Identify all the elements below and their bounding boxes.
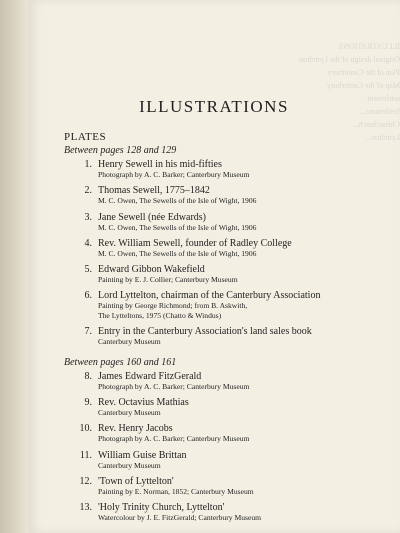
page-title: ILLUSTRATIONS	[139, 97, 289, 116]
plate-title: Lord Lyttelton, chairman of the Canterbury Association	[98, 290, 321, 302]
group-heading: Between pages 160 and 161	[64, 356, 177, 368]
plate-title: Edward Gibbon Wakefield	[98, 264, 205, 276]
plate-groups	[64, 145, 384, 523]
plate-title: James Edward FitzGerald	[98, 370, 202, 382]
plate-item	[64, 159, 384, 180]
show-through-line: Map of the Canterbury	[326, 81, 400, 90]
plate-credit: Painting by George Richmond; from B. Askwith,	[98, 301, 248, 311]
plate-title: Thomas Sewell, 1775–1842	[98, 185, 210, 197]
plate-credit: Photograph by A. C. Barker; Canterbury Museum	[98, 170, 250, 179]
plate-title: Jane Sewell (née Edwards)	[98, 211, 207, 223]
plate-title: Henry Sewell in his mid-fifties	[98, 159, 222, 170]
plate-item	[64, 326, 384, 347]
section-label: PLATES	[64, 131, 107, 143]
plate-credit: M. C. Owen, The Sewells of the Isle of Wight, 1906	[98, 196, 257, 206]
plate-credit: Canterbury Museum	[98, 408, 161, 418]
plate-number: 9.	[84, 397, 92, 409]
plate-credit: The Lytteltons, 1975 (Chatto & Windus)	[98, 310, 222, 320]
plate-number: 7.	[84, 326, 92, 338]
plate-title: Rev. Henry Jacobs	[98, 423, 173, 435]
plate-item	[64, 397, 384, 418]
book-page	[28, 0, 400, 533]
show-through-line: Plan of the Canterbury	[327, 68, 400, 77]
plate-title: Rev. William Sewell, founder of Radley College	[98, 237, 292, 249]
plate-item	[64, 185, 384, 206]
plate-item	[64, 212, 384, 233]
show-through-line: Original design of the Lyttelton	[299, 55, 400, 64]
previous-page-edge	[0, 0, 30, 533]
plate-number: 10.	[79, 423, 92, 435]
plate-number: 1.	[84, 159, 92, 170]
plate-item	[64, 371, 384, 392]
group-heading: Between pages 128 and 129	[64, 145, 177, 156]
plate-credit: Painting by E. Norman, 1852; Canterbury Museum	[98, 486, 254, 496]
plate-number: 12.	[79, 475, 92, 487]
plate-group	[64, 357, 384, 523]
plate-item	[64, 238, 384, 259]
plate-title: 'Holy Trinity Church, Lyttelton'	[98, 502, 225, 514]
plate-number: 3.	[84, 211, 92, 223]
plate-number: 4.	[84, 237, 92, 249]
plate-number: 2.	[84, 185, 92, 197]
plate-credit: Photograph by A. C. Barker; Canterbury Museum	[98, 434, 250, 444]
show-through-line: settlement	[367, 94, 400, 103]
plate-item	[64, 476, 384, 497]
illustrations-list	[64, 131, 384, 529]
plate-group	[64, 145, 384, 347]
plate-credit: Canterbury Museum	[98, 460, 161, 470]
plate-item	[64, 502, 384, 523]
plate-number: 6.	[84, 290, 92, 302]
plate-title: William Guise Brittan	[98, 449, 187, 461]
plate-item	[64, 423, 384, 444]
plate-credit: M. C. Owen, The Sewells of the Isle of Wight, 1906	[98, 248, 257, 258]
plate-title: Entry in the Canterbury Association's land sales book	[98, 326, 312, 338]
plate-number: 13.	[79, 502, 92, 514]
plate-item	[64, 450, 384, 471]
plate-credit: Photograph by A. C. Barker; Canterbury Museum	[98, 381, 250, 391]
plate-credit: Watercolour by J. E. FitzGerald; Canterbury Museum	[98, 513, 262, 523]
plate-number: 8.	[84, 370, 92, 382]
plate-number: 5.	[84, 264, 92, 276]
show-through-line: ILLUSTRATIONS	[338, 42, 400, 51]
plate-credit: Painting by E. J. Collier; Canterbury Museum	[98, 275, 238, 285]
plate-title: Rev. Octavius Mathias	[98, 397, 189, 409]
plate-item	[64, 264, 384, 285]
plate-number: 11.	[79, 449, 92, 461]
show-through-line: Christchurch...	[352, 120, 400, 129]
plate-title: 'Town of Lyttelton'	[98, 475, 174, 487]
plate-item	[64, 290, 384, 320]
show-through-line: Lyttelton...	[365, 133, 400, 142]
show-through-line: Settlement...	[359, 107, 400, 116]
plate-credit: Canterbury Museum	[98, 337, 161, 347]
plate-credit: M. C. Owen, The Sewells of the Isle of Wight, 1906	[98, 222, 257, 232]
